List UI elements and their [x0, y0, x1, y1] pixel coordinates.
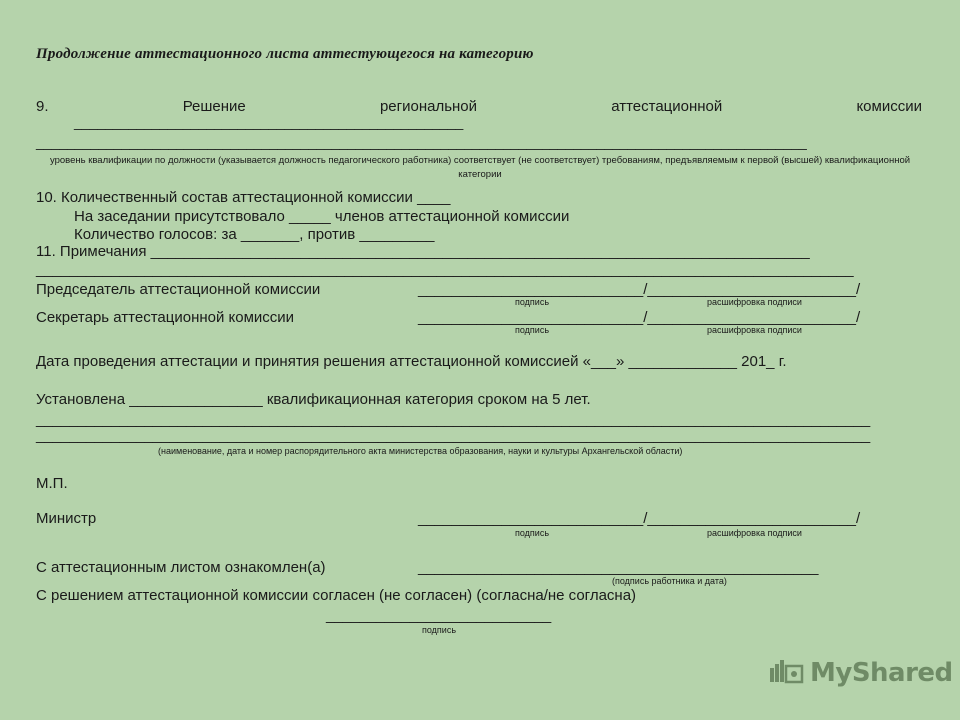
chairman-sign-field: ___________________________/_________________________/	[418, 281, 861, 298]
acquainted-label: С аттестационным листом ознакомлен(а)	[36, 559, 326, 576]
agree-field: ___________________________	[326, 607, 552, 624]
item9-word: аттестационной	[611, 98, 723, 115]
agree-caption: подпись	[422, 625, 457, 635]
caption-decode: расшифровка подписи	[707, 325, 802, 335]
agree-label: С решением аттестационной комиссии согласен (не согласен) (согласна/не согласна)	[36, 587, 637, 604]
acquainted-caption: (подпись работника и дата)	[612, 576, 727, 586]
item9-word: Решение	[182, 98, 246, 115]
item10-votes: Количество голосов: за _______, против _________	[74, 226, 435, 243]
watermark-logo	[770, 658, 953, 688]
caption-sign: подпись	[515, 528, 550, 538]
item9-word: региональной	[379, 98, 478, 115]
established-blank-1: ____________________________________________________________________________________________________	[36, 411, 871, 428]
caption-sign: подпись	[515, 325, 550, 335]
item9-blank-long: ___________________________________________________________________________________________________	[36, 134, 807, 150]
page-title: Продолжение аттестационного листа аттестующегося на категорию	[36, 46, 534, 62]
item10-composition: 10. Количественный состав аттестационной комиссии ____	[36, 189, 451, 206]
minister-sign-field: ___________________________/_________________________/	[418, 510, 861, 527]
item10-attendance: На заседании присутствовало _____ членов аттестационной комиссии	[74, 208, 570, 225]
item11-notes: 11. Примечания _______________________________________________________________________________	[36, 243, 810, 260]
item9-note: уровень квалификации по должности (указывается должность педагогического работника) соответствует (не соответствует) требованиям, предъявляемым к первой (высшей) квалификационной категории	[49, 155, 911, 180]
established-caption: (наименование, дата и номер распорядительного акта министерства образования, науки и культуры Архангельской области)	[158, 446, 683, 456]
caption-decode: расшифровка подписи	[707, 528, 802, 538]
minister-label: Министр	[36, 510, 97, 527]
acquainted-field: ________________________________________________	[418, 559, 819, 576]
date-line: Дата проведения аттестации и принятия решения аттестационной комиссией «___» _____________ 201_ г.	[36, 353, 787, 370]
caption-decode: расшифровка подписи	[707, 297, 802, 307]
secretary-sign-field: ___________________________/_________________________/	[418, 309, 861, 326]
chairman-label: Председатель аттестационной комиссии	[36, 281, 321, 298]
item11-notes-line2: __________________________________________________________________________________________________	[36, 261, 854, 278]
secretary-label: Секретарь аттестационной комиссии	[36, 309, 295, 326]
item9-word: комиссии	[856, 98, 922, 115]
established-line: Установлена ________________ квалификационная категория сроком на 5 лет.	[36, 391, 591, 408]
item9-word: 9.	[36, 98, 49, 115]
item9-blank-short: __________________________________________________	[74, 114, 464, 130]
caption-sign: подпись	[515, 297, 550, 307]
slides-icon	[770, 658, 804, 688]
watermark-text: MyShared	[810, 658, 953, 688]
stamp-place: М.П.	[36, 475, 68, 492]
item9-heading	[36, 98, 922, 115]
established-blank-2: ____________________________________________________________________________________________________	[36, 427, 871, 444]
